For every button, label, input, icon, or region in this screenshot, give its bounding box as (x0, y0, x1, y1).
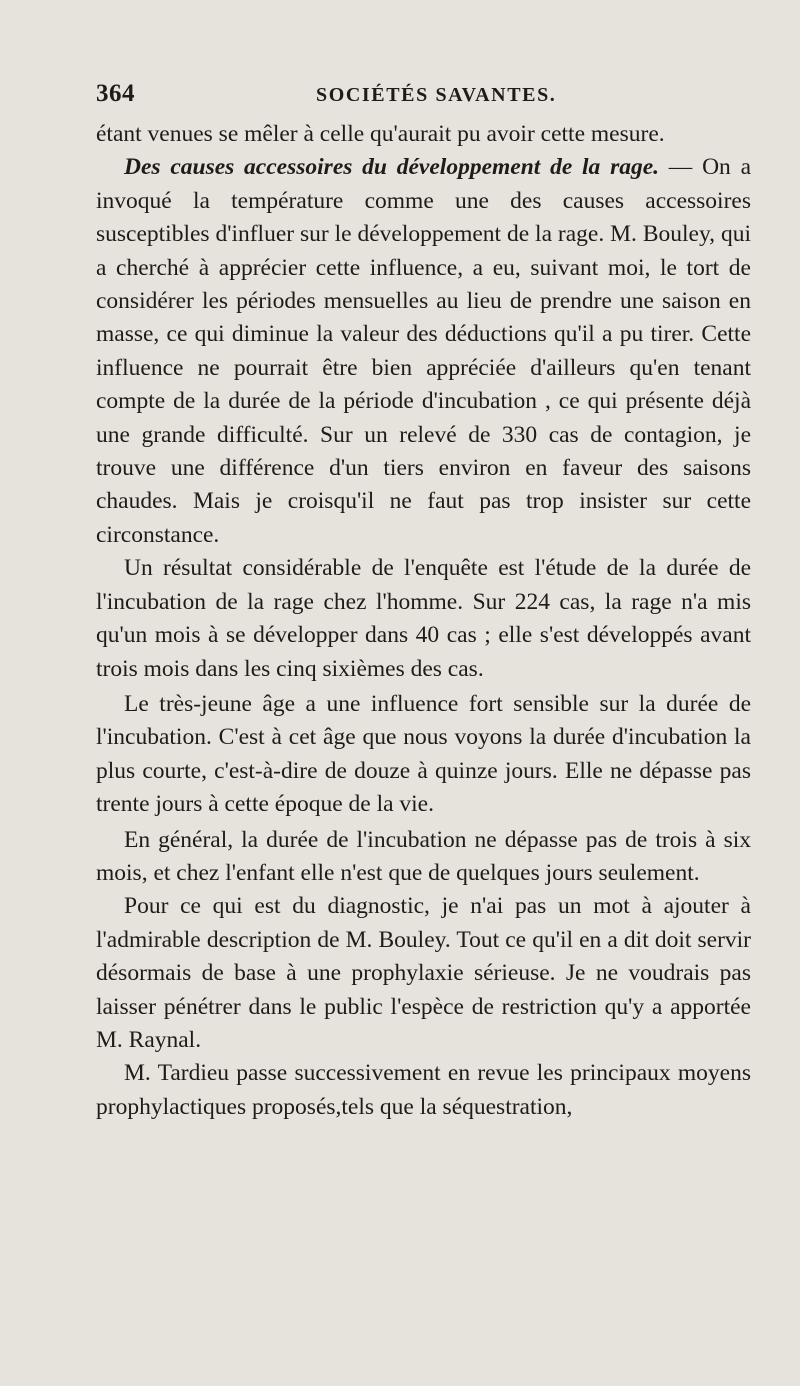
paragraph-text: Un résultat considérable de l'enquête est l'étude de la durée de l'incubation de la rage chez l'homme. Sur 224 cas, la rage n'a mis qu'un mois à se développer dans 40 cas ; elle s'est développés avant trois mois dans les cinq sixièmes des cas. (96, 555, 751, 682)
page-number: 364 (96, 80, 135, 107)
paragraph-text: Pour ce qui est du diagnostic, je n'ai pas un mot à ajouter à l'admirable description de M. Bouley. Tout ce qu'il en a dit doit servir désormais de base à une prophylaxie sérieuse. Je ne voudrais pas laisser pénétrer dans le public l'espèce de restriction qu'y a apportée M. Raynal. (96, 893, 751, 1053)
paragraph (96, 890, 751, 1057)
paragraph (96, 118, 751, 151)
section-title: Des causes accessoires du développement de la rage. (124, 154, 660, 181)
paragraph (96, 824, 751, 891)
paragraph (96, 151, 751, 552)
paragraph (96, 552, 751, 686)
paragraph-text: M. Tardieu passe successivement en revue les principaux moyens prophylactiques proposés,tels que la séquestration, (96, 1060, 751, 1120)
paragraph-text: — On a invoqué la température comme une des causes accessoires susceptibles d'influer sur le développement de la rage. M. Bouley, qui a cherché à apprécier cette influence, a eu, suivant moi, le tort de considérer les périodes mensuelles au lieu de prendre une saison en masse, ce qui diminue la valeur des déductions qu'il a pu tirer. Cette influence ne pourrait être bien appréciée d'ailleurs qu'en tenant compte de la durée de la période d'incubation , ce qui présente déjà une grande difficulté. Sur un relevé de 330 cas de contagion, je trouve une différence d'un tiers environ en faveur des saisons chaudes. Mais je croisqu'il ne faut pas trop insister sur cette circonstance. (96, 154, 751, 548)
body-text (96, 118, 751, 1124)
paragraph-text: étant venues se mêler à celle qu'aurait pu avoir cette mesure. (96, 121, 665, 147)
paragraph (96, 1057, 751, 1124)
running-title: SOCIÉTÉS SAVANTES. (316, 84, 557, 106)
page-header (96, 80, 746, 116)
paragraph (96, 688, 751, 822)
paragraph-text: En général, la durée de l'incubation ne dépasse pas de trois à six mois, et chez l'enfant elle n'est que de quelques jours seulement. (96, 826, 751, 886)
paragraph-text: Le très-jeune âge a une influence fort sensible sur la durée de l'incubation. C'est à cet âge que nous voyons la durée d'incubation la plus courte, c'est-à-dire de douze à quinze jours. Elle ne dépasse pas trente jours à cette époque de la vie. (96, 690, 751, 818)
